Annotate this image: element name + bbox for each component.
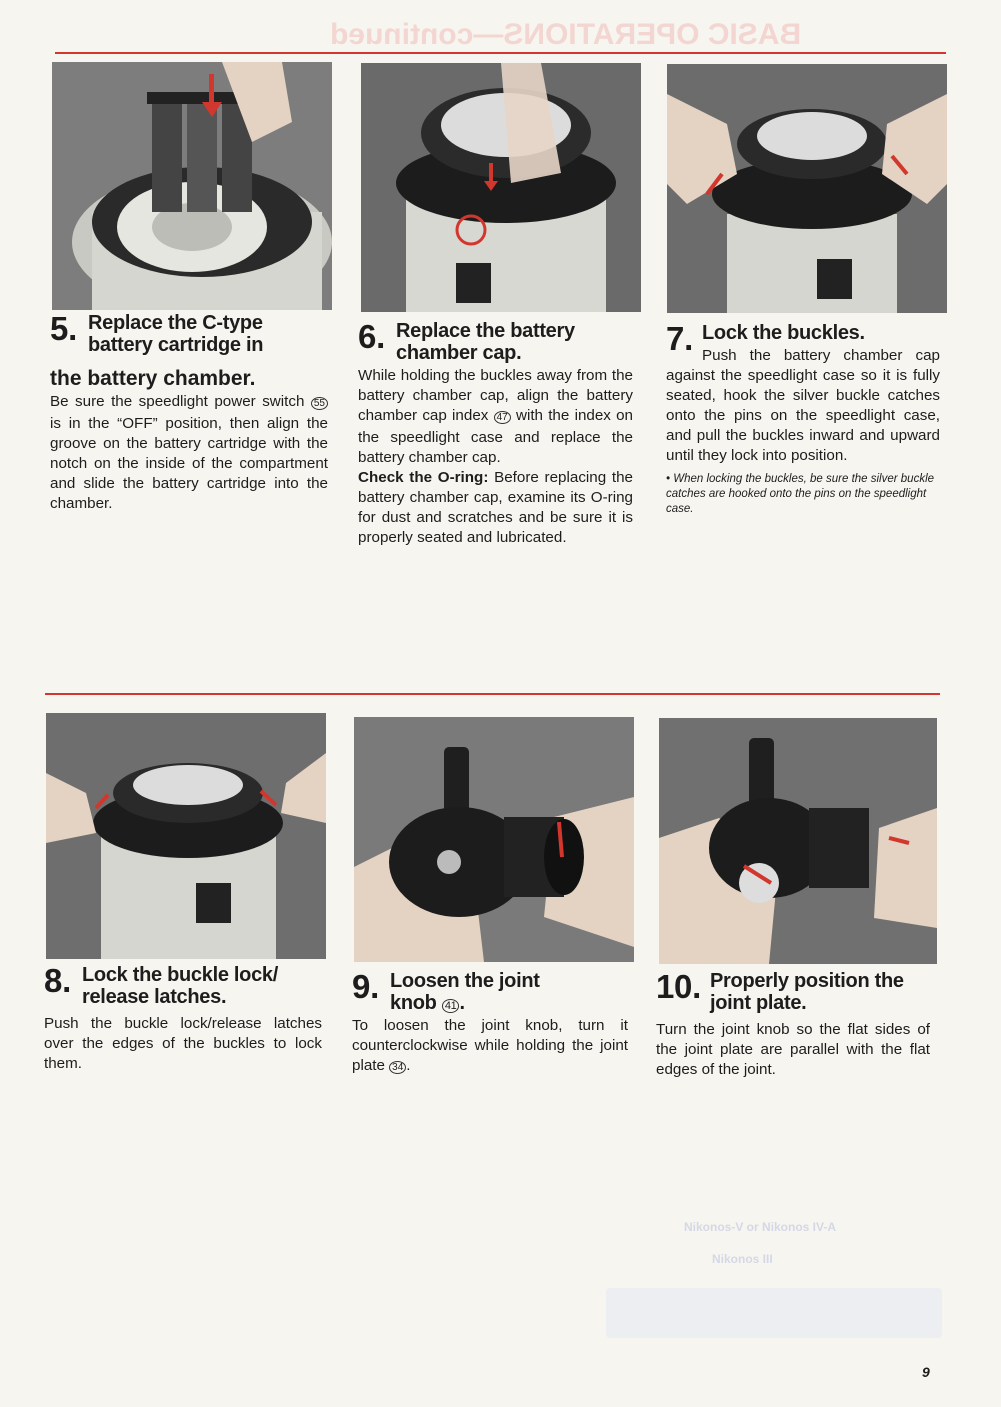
- step-6-ref: 47: [494, 411, 511, 424]
- step-5-title-line3: the battery chamber.: [50, 367, 256, 390]
- step-6-heading: 6. Replace the battery chamber cap.: [358, 320, 633, 366]
- step-9-heading: 9. Loosen the joint knob 41 .: [352, 970, 628, 1016]
- step-7-title-line1: Lock the buckles.: [702, 322, 865, 344]
- step-8-heading: 8. Lock the buckle lock/ release latches.: [44, 964, 322, 1014]
- step-9-body-text1: To loosen the joint knob, turn it counterclockwise while holding the joint plate: [352, 1017, 628, 1074]
- step-5: [50, 312, 328, 514]
- step-9-body-text2: .: [406, 1057, 411, 1074]
- step-5-number: 5: [50, 310, 69, 347]
- step-10-title-line2: joint plate.: [710, 992, 807, 1014]
- section-rule-top: [55, 52, 946, 54]
- step-5-title-line1: Replace the C-type: [88, 312, 263, 334]
- step-5-body-text1: Be sure the speedlight power switch: [50, 393, 311, 410]
- photo-battery-cartridge: [52, 62, 332, 310]
- step-10-number: 10: [656, 968, 693, 1005]
- step-8-title-line2: release latches.: [82, 986, 227, 1008]
- step-7-heading: 7. Lock the buckles.: [666, 322, 940, 346]
- joint-knob-illustration: [354, 717, 634, 962]
- step-9-number: 9: [352, 968, 371, 1005]
- step-7-body: Push the battery chamber cap against the speedlight case so it is fully seated, hook the silver buckle catches onto the pins on the speedlight case, and pull the buckles inward and upward until they lock into position.: [666, 347, 940, 464]
- battery-cartridge-illustration: [52, 62, 332, 310]
- photo-lock-buckles: [667, 64, 947, 313]
- step-5-heading: 5. Replace the C-type battery cartridge in: [50, 312, 328, 368]
- step-9-title-line2-before: knob: [390, 992, 442, 1014]
- page-number: 9: [922, 1364, 930, 1380]
- step-9-title-line1: Loosen the joint: [390, 970, 540, 992]
- step-7: [666, 322, 940, 517]
- step-6-title-line2: chamber cap.: [396, 342, 522, 364]
- step-9: [352, 970, 628, 1078]
- step-5-body-text2: is in the “OFF” position, then align the groove on the battery cartridge with the notch on the inside of the compartment and slide the battery cartridge into the chamber.: [50, 415, 328, 512]
- step-6-body: [358, 366, 633, 468]
- step-8-title-line1: Lock the buckle lock/: [82, 964, 278, 986]
- ghost-label-nikonos-v: Nikonos-V or Nikonos IV-A: [684, 1220, 837, 1234]
- joint-plate-illustration: [659, 718, 937, 964]
- step-10-title-line1: Properly position the: [710, 970, 904, 992]
- lock-buckles-illustration: [667, 64, 947, 313]
- photo-joint-plate: [659, 718, 937, 964]
- step-8-number: 8: [44, 962, 63, 999]
- chamber-cap-illustration: [361, 63, 641, 312]
- step-6-body-text1: While holding the buckles away from the battery chamber cap, align the battery chamber cap index: [358, 367, 633, 424]
- step-6-check-label: Check the O-ring:: [358, 469, 489, 486]
- step-6-check-text: Before replacing the battery chamber cap, examine its O-ring for dust and scratches and be sure it is properly seated and lubricated.: [358, 469, 633, 546]
- step-9-ref: 34: [389, 1061, 406, 1074]
- ghost-label-nikonos-iii: Nikonos III: [712, 1252, 773, 1266]
- buckle-latches-illustration: [46, 713, 326, 959]
- step-6-check: [358, 468, 633, 548]
- step-10: [656, 970, 930, 1080]
- step-5-title-line2: battery cartridge in: [88, 334, 264, 356]
- photo-joint-knob: [354, 717, 634, 962]
- step-6-title-line1: Replace the battery: [396, 320, 575, 342]
- step-9-title-ref: 41: [442, 999, 460, 1013]
- step-5-ref: 55: [311, 397, 328, 410]
- photo-chamber-cap: [361, 63, 641, 312]
- page-header-ghost: BASIC OPERATIONS—continued: [330, 18, 802, 51]
- photo-buckle-latches: [46, 713, 326, 959]
- step-9-body: [352, 1016, 628, 1078]
- section-rule-middle: [45, 693, 940, 695]
- step-8-body: Push the buckle lock/release latches over the edges of the buckles to lock them.: [44, 1015, 322, 1072]
- step-6-number: 6: [358, 318, 377, 355]
- step-7-note: • When locking the buckles, be sure the silver buckle catches are hooked onto the pins on the speedlight case.: [666, 473, 935, 515]
- step-6: [358, 320, 633, 548]
- step-7-number: 7: [666, 320, 685, 357]
- step-10-heading: 10. Properly position the joint plate.: [656, 970, 930, 1020]
- step-10-body: Turn the joint knob so the flat sides of the joint plate are parallel with the flat edges of the joint.: [656, 1021, 930, 1078]
- step-9-title-line2-after: .: [459, 992, 465, 1014]
- ghost-bracket-shape: [606, 1288, 942, 1338]
- step-5-body: [50, 392, 328, 514]
- step-8: [44, 964, 322, 1074]
- step-6-body-text2: with the index on the speedlight case and replace the battery chamber cap.: [358, 407, 634, 466]
